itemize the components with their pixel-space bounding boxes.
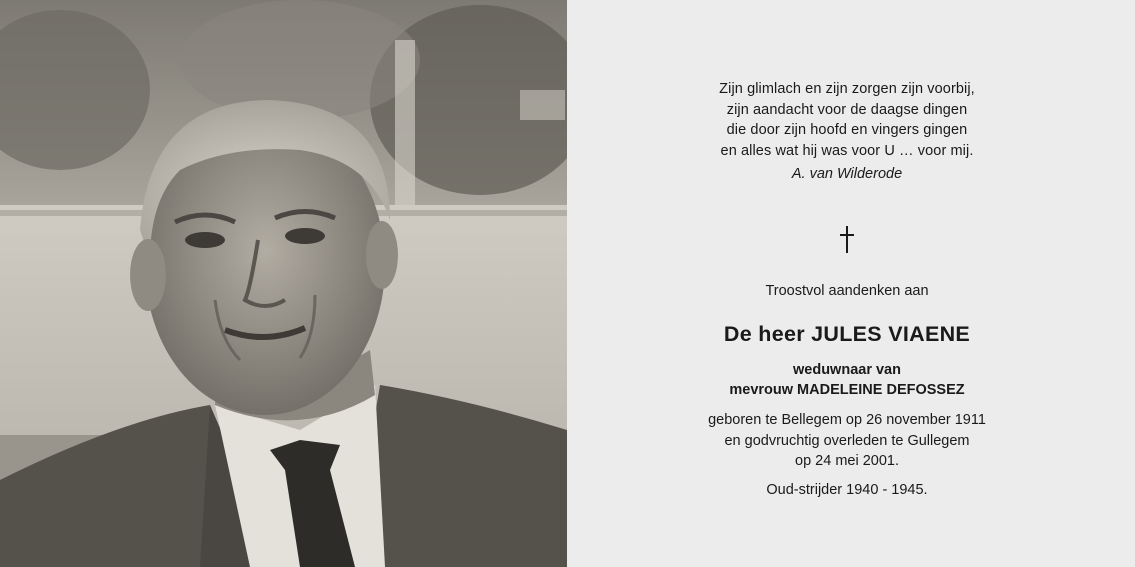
deceased-name: De heer JULES VIAENE <box>723 322 971 346</box>
birth-death-info <box>567 410 1127 472</box>
portrait-photo <box>0 0 567 567</box>
memory-heading: Troostvol aandenken aan <box>765 283 929 299</box>
cross-icon <box>839 226 855 256</box>
text-panel <box>567 0 1135 567</box>
poem <box>567 79 1127 161</box>
death-line: en godvruchtig overleden te Gullegem <box>724 432 970 449</box>
poem-line: en alles wat hij was voor U … voor mij. <box>720 142 974 159</box>
spouse-name: mevrouw MADELEINE DEFOSSEZ <box>729 382 965 398</box>
portrait-illustration <box>0 0 567 567</box>
death-date-line: op 24 mei 2001. <box>795 453 899 469</box>
widower-info <box>567 360 1127 400</box>
birth-line: geboren te Bellegem op 26 november 1911 <box>708 412 986 428</box>
poem-line: Zijn glimlach en zijn zorgen zijn voorbij, <box>719 81 975 97</box>
veteran-info: Oud-strijder 1940 - 1945. <box>766 482 928 498</box>
poem-author: A. van Wilderode <box>791 166 903 182</box>
poem-line: zijn aandacht voor de daagse dingen <box>726 101 968 118</box>
widower-line: weduwnaar van <box>793 362 901 378</box>
poem-line: die door zijn hoofd en vingers gingen <box>726 122 968 138</box>
